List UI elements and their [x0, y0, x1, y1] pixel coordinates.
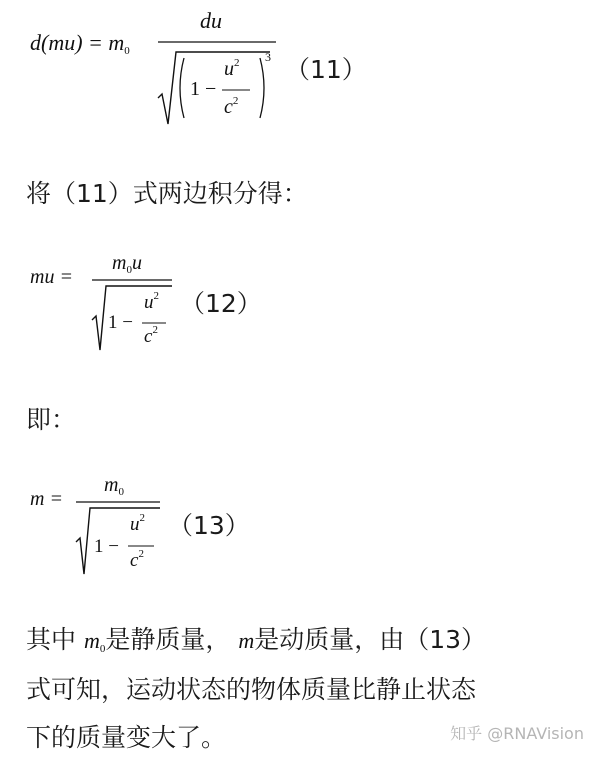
eq11-one-minus: 1 − [190, 78, 217, 100]
eq13-numerator-m: m [104, 474, 119, 496]
eq11-c: c [224, 96, 233, 118]
para-seg1: 其中 [26, 625, 77, 654]
eq11-lhs-sub: 0 [124, 45, 130, 57]
text-line-integrate: 将（11）式两边积分得： [26, 179, 308, 208]
paragraph-line-3: 下的质量变大了。 [26, 723, 227, 752]
eq13-one-minus: 1 − [94, 536, 119, 557]
eq12-c: c [144, 326, 153, 347]
eq13-u: u [130, 514, 140, 535]
eq11-lhs: d(mu) = m [30, 30, 125, 55]
eq11-c-sup: 2 [232, 95, 239, 107]
eq12-numerator-sub: 0 [126, 264, 132, 276]
eq11-number: （11） [285, 55, 367, 84]
eq13-c: c [130, 550, 139, 571]
eq12-numerator-m: m [112, 252, 127, 274]
eq11-outer-sup: 3 [265, 50, 271, 64]
eq13-number: （13） [168, 511, 250, 540]
eq13-c-sup: 2 [138, 548, 144, 560]
text-line-ie: 即： [26, 405, 77, 434]
eq12-one-minus: 1 − [108, 312, 133, 333]
eq11-u-sup: 2 [234, 57, 240, 69]
paragraph-line-2: 式可知，运动状态的物体质量比静止状态 [26, 675, 477, 704]
eq11-u: u [224, 58, 234, 80]
eq13-numerator-sub: 0 [118, 486, 124, 498]
eq12-numerator-u: u [131, 252, 142, 274]
zhihu-watermark: 知乎 @RNAVision [450, 724, 584, 743]
eq12-c-sup: 2 [152, 324, 158, 336]
eq12-u-sup: 2 [153, 290, 159, 302]
para-seg2: 是静质量， [105, 625, 231, 654]
para-seg3: 是动质量，由（13） [254, 625, 487, 654]
eq13-u-sup: 2 [139, 512, 145, 524]
para-m0: m [83, 628, 100, 653]
para-m0-sub: 0 [99, 643, 106, 655]
eq11-numerator: du [200, 8, 222, 33]
paragraph-line-1 [26, 620, 486, 656]
eq12-number: （12） [180, 289, 262, 318]
eq12-u: u [144, 292, 154, 313]
eq13-lhs: m = [30, 488, 63, 510]
eq12-lhs: mu = [30, 266, 73, 288]
para-m: m [238, 628, 255, 653]
